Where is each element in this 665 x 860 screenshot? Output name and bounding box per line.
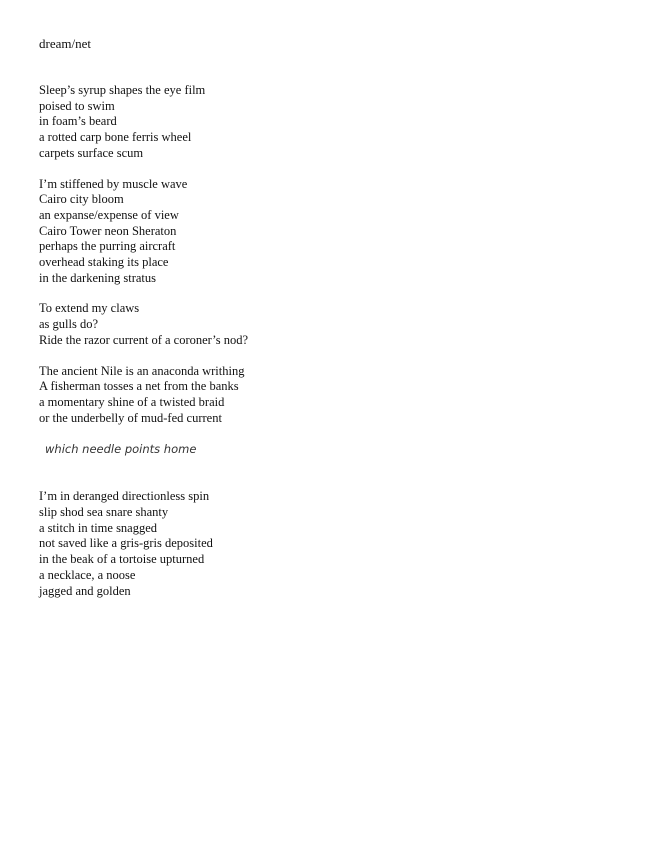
poem-title: dream/net — [39, 36, 91, 51]
poem-line: in foam’s beard — [39, 114, 117, 129]
poem-line: slip shod sea snare shanty — [39, 505, 169, 520]
stanza-3 — [39, 301, 639, 348]
poem-line: perhaps the purring aircraft — [39, 239, 176, 254]
poem-line: To extend my claws — [39, 301, 140, 316]
poem-line: overhead staking its place — [39, 255, 169, 270]
poem-body — [39, 83, 639, 614]
poem-line: an expanse/expense of view — [39, 207, 179, 222]
stanza-1 — [39, 83, 639, 162]
stanza-5 — [39, 489, 639, 599]
poem-line: in the darkening stratus — [39, 270, 156, 285]
poem-line: I’m in deranged directionless spin — [39, 489, 210, 504]
poem-refrain: which needle points home — [45, 442, 197, 457]
poem-line: a stitch in time snagged — [39, 520, 158, 535]
poem-line: as gulls do? — [39, 317, 99, 332]
stanza-2 — [39, 177, 639, 287]
poem-line: a rotted carp bone ferris wheel — [39, 130, 192, 145]
poem-line: Cairo city bloom — [39, 192, 124, 207]
poem-line: Sleep’s syrup shapes the eye film — [39, 83, 206, 97]
poem-line: a necklace, a noose — [39, 567, 136, 582]
poem-line: Cairo Tower neon Sheraton — [39, 223, 177, 238]
poem-line: not saved like a gris-gris deposited — [39, 536, 213, 551]
poem-line: a momentary shine of a twisted braid — [39, 394, 225, 409]
poem-line: I’m stiffened by muscle wave — [39, 176, 188, 191]
poem-line: jagged and golden — [39, 583, 131, 598]
poem-line: carpets surface scum — [39, 145, 144, 160]
poem-line: The ancient Nile is an anaconda writhing — [39, 363, 245, 378]
poem-line: poised to swim — [39, 98, 115, 113]
poem-line: Ride the razor current of a coroner’s nod? — [39, 332, 249, 347]
stanza-4 — [39, 364, 639, 427]
poem-line: in the beak of a tortoise upturned — [39, 552, 205, 567]
poem-line: A fisherman tosses a net from the banks — [39, 379, 239, 394]
poem-line: or the underbelly of mud-fed current — [39, 410, 222, 425]
